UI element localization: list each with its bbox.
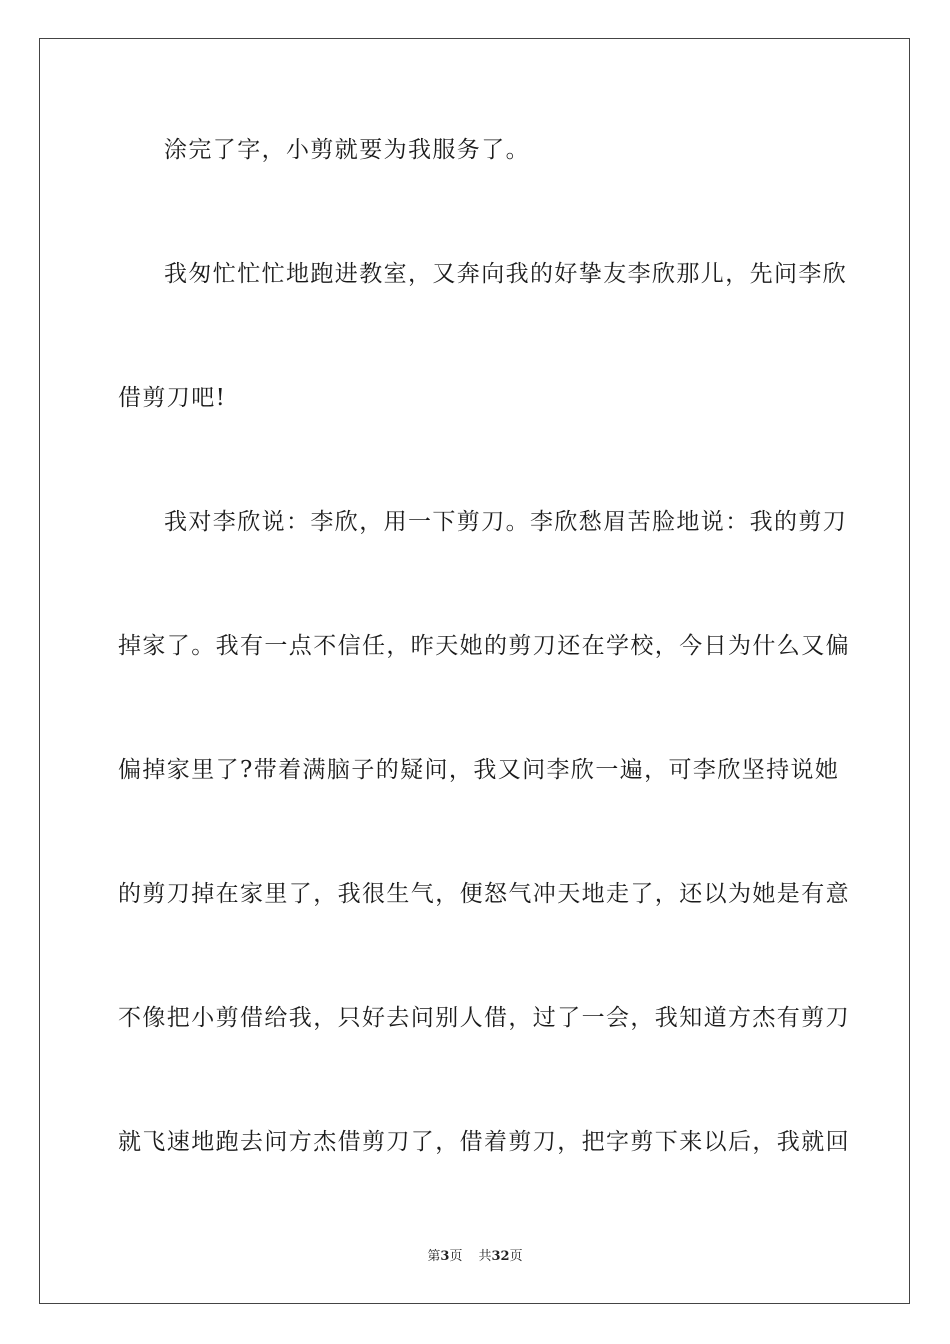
text-line-8: 不像把小剪借给我，只好去问别人借，过了一会，我知道方杰有剪刀	[118, 1005, 850, 1031]
text-line-3: 借剪刀吧!	[118, 385, 227, 411]
text-line-4: 我对李欣说：李欣，用一下剪刀。李欣愁眉苦脸地说：我的剪刀	[164, 509, 848, 535]
text-line-9: 就飞速地跑去问方杰借剪刀了，借着剪刀，把字剪下来以后，我就回	[118, 1129, 850, 1155]
text-line-6: 偏掉家里了?带着满脑子的疑问，我又问李欣一遍，可李欣坚持说她	[118, 757, 840, 783]
page-suffix: 页	[449, 1249, 463, 1264]
page-prefix: 第	[427, 1249, 441, 1264]
total-pages: 32	[491, 1249, 510, 1264]
page-footer	[0, 1248, 950, 1266]
total-suffix: 页	[509, 1249, 523, 1264]
text-line-7: 的剪刀掉在家里了，我很生气，便怒气冲天地走了，还以为她是有意	[118, 881, 850, 907]
text-line-2: 我匆忙忙忙地跑进教室，又奔向我的好挚友李欣那儿，先问李欣	[164, 261, 848, 287]
page-number: 3	[440, 1249, 450, 1264]
text-line-1: 涂完了字，小剪就要为我服务了。	[164, 137, 530, 163]
total-prefix: 共	[478, 1249, 492, 1264]
text-line-5: 掉家了。我有一点不信任，昨天她的剪刀还在学校，今日为什么又偏	[118, 633, 850, 659]
page-border	[39, 38, 910, 1304]
